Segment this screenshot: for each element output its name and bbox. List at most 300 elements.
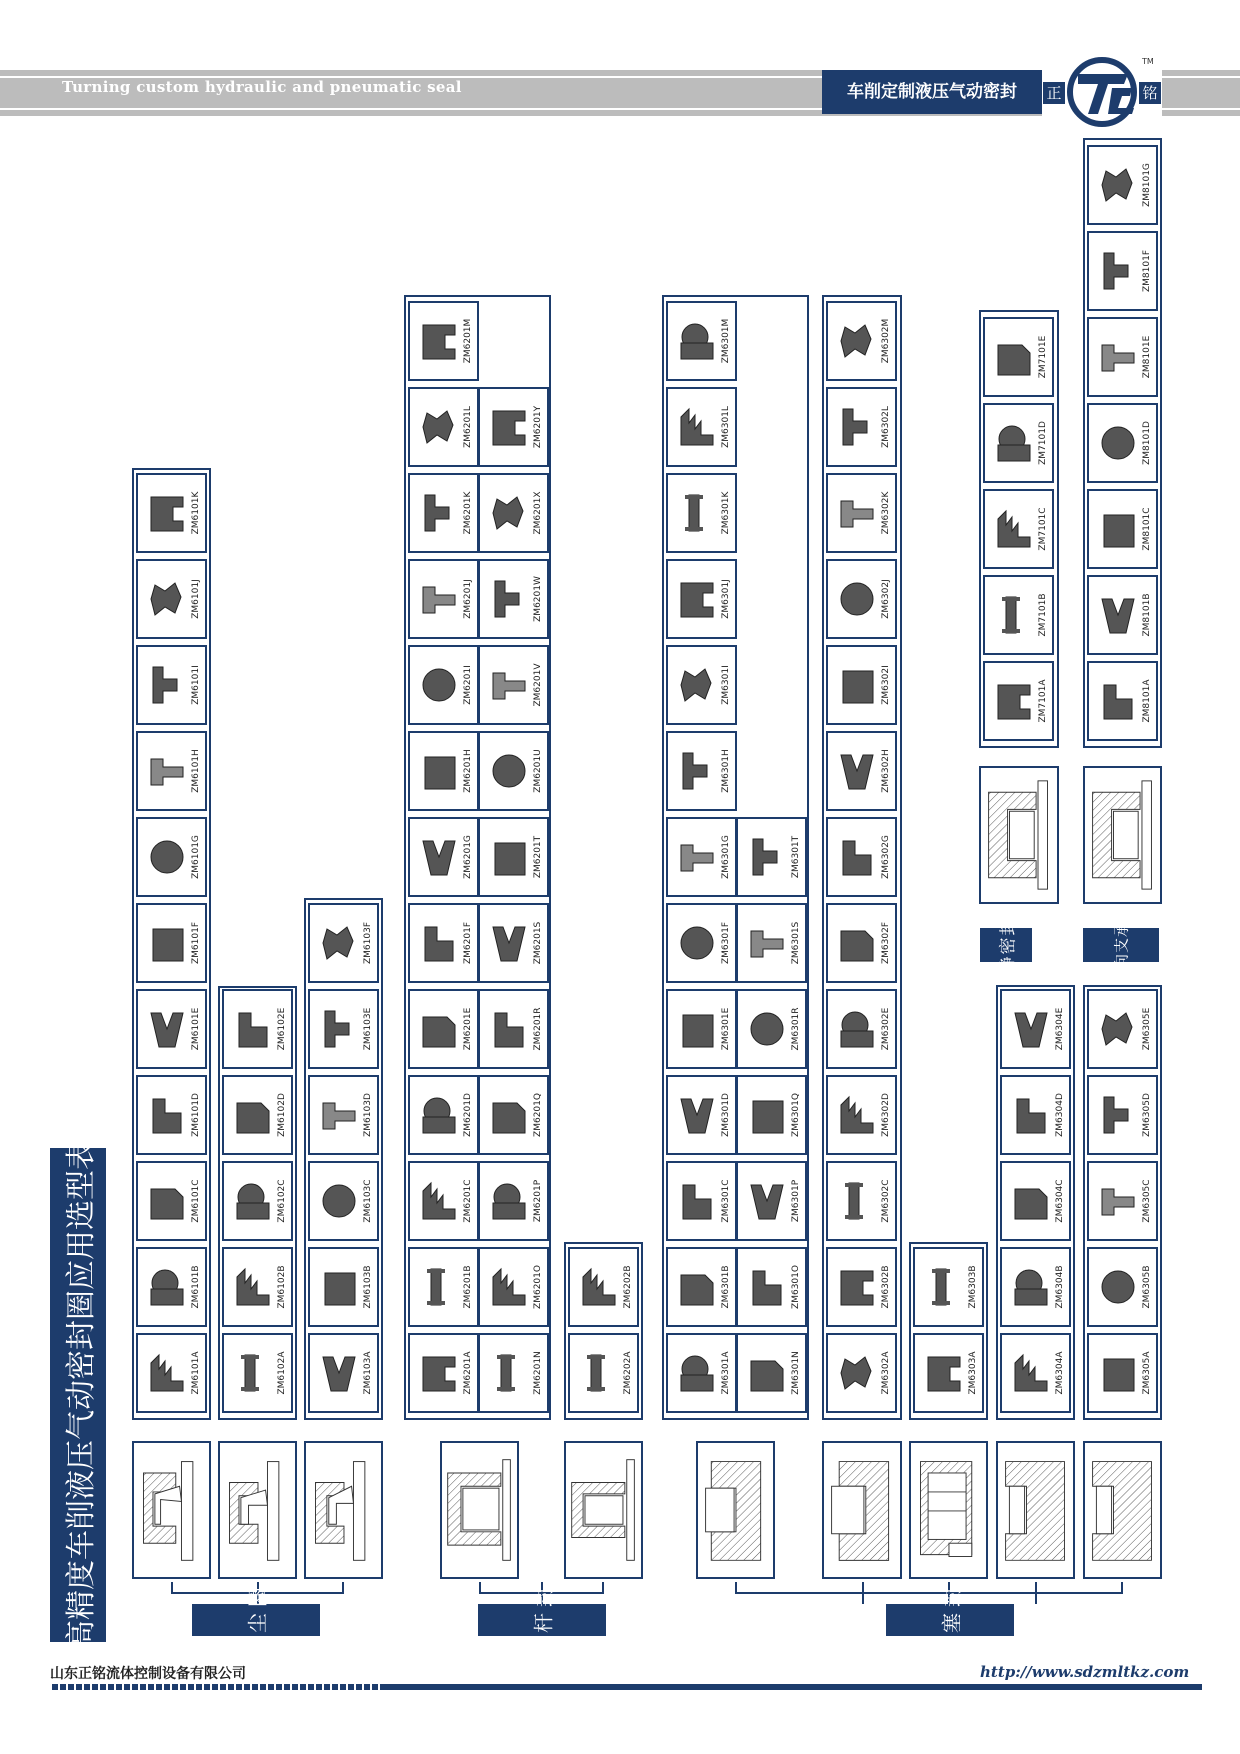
seal-profile-icon bbox=[1096, 163, 1140, 207]
seal-cell-zm7101d[interactable] bbox=[983, 403, 1054, 483]
bracket-piston bbox=[735, 1582, 1123, 1594]
seal-cell-zm6303b[interactable] bbox=[913, 1247, 984, 1327]
seal-profile-icon bbox=[487, 405, 531, 449]
seal-cell-zm6202b[interactable] bbox=[568, 1247, 639, 1327]
company-logo bbox=[1042, 52, 1162, 128]
seal-code-label: ZM6101H bbox=[191, 749, 201, 793]
seal-profile-icon bbox=[745, 1093, 789, 1137]
seal-code-label: ZM7101C bbox=[1038, 507, 1048, 551]
seal-profile-icon bbox=[577, 1351, 621, 1395]
seal-code-label: ZM6301B bbox=[721, 1265, 731, 1309]
seal-cell-zm8101g[interactable] bbox=[1087, 145, 1158, 225]
chinese-title: 车削定制液压气动密封 bbox=[822, 70, 1042, 114]
seal-code-label: ZM6301O bbox=[791, 1265, 801, 1309]
seal-cell-zm6101i[interactable] bbox=[136, 645, 207, 725]
seal-code-label: ZM6201P bbox=[533, 1179, 543, 1223]
seal-profile-icon bbox=[417, 1351, 461, 1395]
seal-cell-zm6201c[interactable] bbox=[408, 1161, 479, 1241]
seal-cell-zm6305c[interactable] bbox=[1087, 1161, 1158, 1241]
seal-code-label: ZM6202B bbox=[623, 1265, 633, 1309]
seal-profile-icon bbox=[417, 1007, 461, 1051]
seal-cell-zm6301g[interactable] bbox=[666, 817, 737, 897]
seal-cell-zm6301l[interactable] bbox=[666, 387, 737, 467]
seal-cell-zm6101e[interactable] bbox=[136, 989, 207, 1069]
seal-cell-zm6201x[interactable] bbox=[478, 473, 549, 553]
install-diagram-rod-1 bbox=[440, 1441, 519, 1579]
seal-profile-icon bbox=[417, 1179, 461, 1223]
seal-cell-zm6302i[interactable] bbox=[826, 645, 897, 725]
seal-cell-zm6101h[interactable] bbox=[136, 731, 207, 811]
seal-code-label: ZM6201Q bbox=[533, 1093, 543, 1137]
seal-profile-icon bbox=[317, 1179, 361, 1223]
category-dust-text: 防尘圈 bbox=[245, 1581, 270, 1659]
seal-profile-icon bbox=[675, 835, 719, 879]
seal-cell-zm6102d[interactable] bbox=[222, 1075, 293, 1155]
seal-code-label: ZM8101G bbox=[1142, 163, 1152, 207]
seal-code-label: ZM6301F bbox=[721, 921, 731, 965]
seal-profile-icon bbox=[487, 1265, 531, 1309]
seal-profile-icon bbox=[417, 749, 461, 793]
seal-profile-icon bbox=[835, 663, 879, 707]
seal-code-label: ZM6301G bbox=[721, 835, 731, 879]
seal-cell-zm6304d[interactable] bbox=[1000, 1075, 1071, 1155]
seal-profile-icon bbox=[835, 921, 879, 965]
seal-cell-zm6304e[interactable] bbox=[1000, 989, 1071, 1069]
seal-code-label: ZM6301Q bbox=[791, 1093, 801, 1137]
seal-cell-zm6201q[interactable] bbox=[478, 1075, 549, 1155]
seal-code-label: ZM6103E bbox=[363, 1007, 373, 1051]
seal-profile-icon bbox=[417, 921, 461, 965]
seal-profile-icon bbox=[317, 1265, 361, 1309]
seal-profile-icon bbox=[145, 835, 189, 879]
seal-code-label: ZM6201H bbox=[463, 749, 473, 793]
seal-cell-zm6301r[interactable] bbox=[736, 989, 807, 1069]
seal-cell-zm6201t[interactable] bbox=[478, 817, 549, 897]
seal-code-label: ZM7101E bbox=[1038, 335, 1048, 379]
seal-cell-zm8101c[interactable] bbox=[1087, 489, 1158, 569]
seal-cell-zm6301n[interactable] bbox=[736, 1333, 807, 1413]
main-title-text: 高精度车削液压气动密封圈应用选型表 bbox=[64, 1140, 99, 1650]
seal-code-label: ZM6301J bbox=[721, 579, 731, 619]
seal-profile-icon bbox=[317, 1093, 361, 1137]
seal-profile-icon bbox=[487, 1351, 531, 1395]
seal-cell-zm6102e[interactable] bbox=[222, 989, 293, 1069]
seal-code-label: ZM6303B bbox=[968, 1265, 978, 1309]
seal-cell-zm6303a[interactable] bbox=[913, 1333, 984, 1413]
seal-code-label: ZM7101A bbox=[1038, 679, 1048, 723]
seal-profile-icon bbox=[231, 1093, 275, 1137]
company-name: 山东正铭流体控制设备有限公司 bbox=[50, 1666, 246, 1682]
seal-profile-icon bbox=[145, 1093, 189, 1137]
seal-code-label: ZM6301N bbox=[791, 1351, 801, 1395]
seal-code-label: ZM6101C bbox=[191, 1179, 201, 1223]
seal-code-label: ZM6101I bbox=[191, 665, 201, 705]
seal-profile-icon bbox=[1096, 421, 1140, 465]
seal-code-label: ZM6103A bbox=[363, 1351, 373, 1395]
main-title bbox=[50, 1140, 106, 1650]
seal-cell-zm6201i[interactable] bbox=[408, 645, 479, 725]
website-link[interactable]: http://www.sdzmltkz.com bbox=[980, 1663, 1190, 1681]
seal-profile-icon bbox=[417, 319, 461, 363]
seal-cell-zm6101c[interactable] bbox=[136, 1161, 207, 1241]
seal-code-label: ZM6304C bbox=[1055, 1179, 1065, 1223]
seal-profile-icon bbox=[835, 749, 879, 793]
seal-profile-icon bbox=[1009, 1265, 1053, 1309]
seal-cell-zm6302a[interactable] bbox=[826, 1333, 897, 1413]
seal-cell-zm6201e[interactable] bbox=[408, 989, 479, 1069]
seal-profile-icon bbox=[835, 1007, 879, 1051]
seal-cell-zm8101f[interactable] bbox=[1087, 231, 1158, 311]
seal-code-label: ZM8101D bbox=[1142, 421, 1152, 465]
seal-cell-zm8101b[interactable] bbox=[1087, 575, 1158, 655]
seal-code-label: ZM6201C bbox=[463, 1179, 473, 1223]
seal-cell-zm6301j[interactable] bbox=[666, 559, 737, 639]
seal-profile-icon bbox=[835, 491, 879, 535]
bracket-tick bbox=[862, 1582, 864, 1604]
seal-profile-icon bbox=[675, 491, 719, 535]
seal-cell-zm6201r[interactable] bbox=[478, 989, 549, 1069]
seal-code-label: ZM6201Y bbox=[533, 405, 543, 449]
seal-code-label: ZM6301P bbox=[791, 1179, 801, 1223]
seal-profile-icon bbox=[487, 491, 531, 535]
seal-profile-icon bbox=[145, 1007, 189, 1051]
seal-cell-zm6201a[interactable] bbox=[408, 1333, 479, 1413]
seal-profile-icon bbox=[417, 835, 461, 879]
seal-cell-zm6103e[interactable] bbox=[308, 989, 379, 1069]
seal-cell-zm6101f[interactable] bbox=[136, 903, 207, 983]
seal-code-label: ZM6301E bbox=[721, 1007, 731, 1051]
bracket-tick bbox=[1035, 1582, 1037, 1604]
install-diagram-rod-2 bbox=[564, 1441, 643, 1579]
seal-profile-icon bbox=[1096, 1351, 1140, 1395]
seal-cell-zm6301d[interactable] bbox=[666, 1075, 737, 1155]
seal-profile-icon bbox=[1096, 1093, 1140, 1137]
seal-profile-icon bbox=[231, 1007, 275, 1051]
seal-code-label: ZM6302F bbox=[881, 921, 891, 965]
seal-profile-icon bbox=[835, 835, 879, 879]
seal-cell-zm6101g[interactable] bbox=[136, 817, 207, 897]
seal-cell-zm6201l[interactable] bbox=[408, 387, 479, 467]
seal-code-label: ZM6304B bbox=[1055, 1265, 1065, 1309]
seal-cell-zm6301m[interactable] bbox=[666, 301, 737, 381]
seal-profile-icon bbox=[745, 1265, 789, 1309]
seal-profile-icon bbox=[231, 1265, 275, 1309]
seal-profile-icon bbox=[1009, 1179, 1053, 1223]
seal-profile-icon bbox=[835, 1179, 879, 1223]
seal-cell-zm6305e[interactable] bbox=[1087, 989, 1158, 1069]
seal-code-label: ZM6301I bbox=[721, 665, 731, 705]
seal-cell-zm6201j[interactable] bbox=[408, 559, 479, 639]
seal-code-label: ZM6201N bbox=[533, 1351, 543, 1395]
footer-solid-bar bbox=[380, 1684, 1202, 1690]
seal-profile-icon bbox=[417, 405, 461, 449]
seal-profile-icon bbox=[487, 921, 531, 965]
seal-profile-icon bbox=[992, 335, 1036, 379]
seal-cell-zm6302g[interactable] bbox=[826, 817, 897, 897]
seal-profile-icon bbox=[675, 577, 719, 621]
install-diagram-piston-2 bbox=[822, 1441, 902, 1579]
seal-code-label: ZM6201D bbox=[463, 1093, 473, 1137]
seal-code-label: ZM6102C bbox=[277, 1179, 287, 1223]
seal-profile-icon bbox=[835, 577, 879, 621]
seal-profile-icon bbox=[745, 921, 789, 965]
seal-profile-icon bbox=[487, 1007, 531, 1051]
seal-cell-zm6301s[interactable] bbox=[736, 903, 807, 983]
seal-cell-zm6302f[interactable] bbox=[826, 903, 897, 983]
seal-code-label: ZM6301H bbox=[721, 749, 731, 793]
seal-code-label: ZM6201B bbox=[463, 1265, 473, 1309]
seal-profile-icon bbox=[487, 663, 531, 707]
seal-code-label: ZM6301S bbox=[791, 921, 801, 965]
seal-code-label: ZM6304A bbox=[1055, 1351, 1065, 1395]
seal-code-label: ZM6201O bbox=[533, 1265, 543, 1309]
seal-profile-icon bbox=[145, 921, 189, 965]
seal-profile-icon bbox=[1009, 1093, 1053, 1137]
seal-profile-icon bbox=[145, 1265, 189, 1309]
seal-cell-zm6301q[interactable] bbox=[736, 1075, 807, 1155]
seal-code-label: ZM6103D bbox=[363, 1093, 373, 1137]
install-diagram-piston-1 bbox=[696, 1441, 775, 1579]
seal-profile-icon bbox=[675, 1265, 719, 1309]
seal-profile-icon bbox=[145, 749, 189, 793]
seal-code-label: ZM6201F bbox=[463, 921, 473, 965]
seal-profile-icon bbox=[992, 593, 1036, 637]
seal-code-label: ZM6101A bbox=[191, 1351, 201, 1395]
seal-code-label: ZM6201L bbox=[463, 406, 473, 448]
logo-char-left: 正 bbox=[1046, 84, 1062, 102]
seal-profile-icon bbox=[487, 749, 531, 793]
seal-cell-zm6301i[interactable] bbox=[666, 645, 737, 725]
seal-code-label: ZM6101F bbox=[191, 921, 201, 965]
seal-cell-zm7101a[interactable] bbox=[983, 661, 1054, 741]
seal-profile-icon bbox=[992, 421, 1036, 465]
seal-profile-icon bbox=[835, 405, 879, 449]
seal-cell-zm8101a[interactable] bbox=[1087, 661, 1158, 741]
seal-cell-zm6304c[interactable] bbox=[1000, 1161, 1071, 1241]
seal-cell-zm6103d[interactable] bbox=[308, 1075, 379, 1155]
seal-code-label: ZM6201A bbox=[463, 1351, 473, 1395]
seal-cell-zm6301a[interactable] bbox=[666, 1333, 737, 1413]
seal-cell-zm6301k[interactable] bbox=[666, 473, 737, 553]
seal-profile-icon bbox=[1096, 249, 1140, 293]
category-rod-text: 拉杆封 bbox=[531, 1581, 556, 1659]
seal-profile-icon bbox=[1096, 1265, 1140, 1309]
seal-code-label: ZM6102B bbox=[277, 1265, 287, 1309]
seal-cell-zm6201k[interactable] bbox=[408, 473, 479, 553]
seal-profile-icon bbox=[317, 1351, 361, 1395]
seal-code-label: ZM6303A bbox=[968, 1351, 978, 1395]
seal-profile-icon bbox=[1096, 1179, 1140, 1223]
install-diagram-dust-1 bbox=[132, 1441, 211, 1579]
seal-profile-icon bbox=[145, 491, 189, 535]
seal-profile-icon bbox=[145, 663, 189, 707]
seal-code-label: ZM6301L bbox=[721, 406, 731, 448]
seal-code-label: ZM6302D bbox=[881, 1093, 891, 1137]
seal-code-label: ZM6101K bbox=[191, 491, 201, 535]
seal-profile-icon bbox=[487, 1093, 531, 1137]
seal-profile-icon bbox=[835, 1265, 879, 1309]
seal-cell-zm6302j[interactable] bbox=[826, 559, 897, 639]
seal-cell-zm6302l[interactable] bbox=[826, 387, 897, 467]
seal-code-label: ZM6103C bbox=[363, 1179, 373, 1223]
seal-profile-icon bbox=[1009, 1007, 1053, 1051]
seal-cell-zm6301p[interactable] bbox=[736, 1161, 807, 1241]
seal-cell-zm6101k[interactable] bbox=[136, 473, 207, 553]
seal-profile-icon bbox=[417, 491, 461, 535]
seal-code-label: ZM6302L bbox=[881, 406, 891, 448]
install-diagram-guide bbox=[1083, 766, 1162, 904]
seal-code-label: ZM6202A bbox=[623, 1351, 633, 1395]
seal-code-label: ZM6201T bbox=[533, 835, 543, 879]
seal-profile-icon bbox=[417, 1093, 461, 1137]
seal-code-label: ZM6101G bbox=[191, 835, 201, 879]
seal-code-label: ZM6201W bbox=[533, 576, 543, 622]
category-guide bbox=[1083, 904, 1159, 986]
seal-cell-zm6305a[interactable] bbox=[1087, 1333, 1158, 1413]
seal-cell-zm6302m[interactable] bbox=[826, 301, 897, 381]
seal-cell-zm6304a[interactable] bbox=[1000, 1333, 1071, 1413]
seal-code-label: ZM6302A bbox=[881, 1351, 891, 1395]
seal-cell-zm6201o[interactable] bbox=[478, 1247, 549, 1327]
seal-code-label: ZM6201M bbox=[463, 318, 473, 364]
seal-cell-zm6201s[interactable] bbox=[478, 903, 549, 983]
seal-profile-icon bbox=[417, 577, 461, 621]
seal-cell-zm6101d[interactable] bbox=[136, 1075, 207, 1155]
seal-profile-icon bbox=[675, 319, 719, 363]
seal-profile-icon bbox=[745, 835, 789, 879]
seal-code-label: ZM6301K bbox=[721, 491, 731, 535]
seal-cell-zm6102b[interactable] bbox=[222, 1247, 293, 1327]
seal-profile-icon bbox=[1096, 679, 1140, 723]
seal-cell-zm6305d[interactable] bbox=[1087, 1075, 1158, 1155]
seal-profile-icon bbox=[992, 507, 1036, 551]
seal-profile-icon bbox=[487, 577, 531, 621]
install-diagram-dust-3 bbox=[304, 1441, 383, 1579]
seal-cell-zm6201h[interactable] bbox=[408, 731, 479, 811]
seal-cell-zm6302c[interactable] bbox=[826, 1161, 897, 1241]
seal-code-label: ZM6301R bbox=[791, 1007, 801, 1051]
seal-cell-zm6302k[interactable] bbox=[826, 473, 897, 553]
seal-code-label: ZM6201I bbox=[463, 665, 473, 705]
category-static bbox=[980, 916, 1032, 974]
seal-cell-zm6302b[interactable] bbox=[826, 1247, 897, 1327]
seal-cell-zm6201b[interactable] bbox=[408, 1247, 479, 1327]
seal-cell-zm6101b[interactable] bbox=[136, 1247, 207, 1327]
seal-cell-zm8101e[interactable] bbox=[1087, 317, 1158, 397]
seal-cell-zm8101d[interactable] bbox=[1087, 403, 1158, 483]
seal-profile-icon bbox=[1009, 1351, 1053, 1395]
seal-profile-icon bbox=[675, 405, 719, 449]
seal-cell-zm6301c[interactable] bbox=[666, 1161, 737, 1241]
seal-profile-icon bbox=[675, 921, 719, 965]
seal-profile-icon bbox=[835, 319, 879, 363]
install-diagram-piston-4 bbox=[996, 1441, 1075, 1579]
seal-cell-zm6301b[interactable] bbox=[666, 1247, 737, 1327]
seal-code-label: ZM6201U bbox=[533, 749, 543, 793]
seal-cell-zm6301h[interactable] bbox=[666, 731, 737, 811]
seal-code-label: ZM6302E bbox=[881, 1007, 891, 1051]
seal-code-label: ZM6301D bbox=[721, 1093, 731, 1137]
category-piston bbox=[886, 1581, 1014, 1659]
seal-code-label: ZM7101B bbox=[1038, 593, 1048, 637]
seal-cell-zm6101j[interactable] bbox=[136, 559, 207, 639]
seal-cell-zm6304b[interactable] bbox=[1000, 1247, 1071, 1327]
seal-profile-icon bbox=[675, 1007, 719, 1051]
seal-profile-icon bbox=[922, 1351, 966, 1395]
seal-code-label: ZM6103F bbox=[363, 921, 373, 965]
seal-cell-zm6302e[interactable] bbox=[826, 989, 897, 1069]
seal-cell-zm6101a[interactable] bbox=[136, 1333, 207, 1413]
seal-cell-zm6201w[interactable] bbox=[478, 559, 549, 639]
seal-code-label: ZM6302K bbox=[881, 491, 891, 535]
seal-cell-zm6201m[interactable] bbox=[408, 301, 479, 381]
seal-profile-icon bbox=[1096, 1007, 1140, 1051]
seal-code-label: ZM6305B bbox=[1142, 1265, 1152, 1309]
seal-cell-zm7101c[interactable] bbox=[983, 489, 1054, 569]
seal-cell-zm6102a[interactable] bbox=[222, 1333, 293, 1413]
seal-cell-zm6201p[interactable] bbox=[478, 1161, 549, 1241]
seal-profile-icon bbox=[487, 1179, 531, 1223]
seal-code-label: ZM6201J bbox=[463, 579, 473, 619]
category-dust bbox=[192, 1581, 320, 1659]
seal-cell-zm6103c[interactable] bbox=[308, 1161, 379, 1241]
seal-code-label: ZM6102A bbox=[277, 1351, 287, 1395]
seal-cell-zm6302h[interactable] bbox=[826, 731, 897, 811]
seal-code-label: ZM6101E bbox=[191, 1007, 201, 1051]
seal-cell-zm6102c[interactable] bbox=[222, 1161, 293, 1241]
seal-cell-zm6201u[interactable] bbox=[478, 731, 549, 811]
category-guide-text: 导向支承环 bbox=[1112, 904, 1131, 986]
seal-cell-zm6301e[interactable] bbox=[666, 989, 737, 1069]
seal-cell-zm6103f[interactable] bbox=[308, 903, 379, 983]
seal-profile-icon bbox=[145, 1351, 189, 1395]
category-static-text: 静密封 bbox=[998, 916, 1019, 974]
seal-code-label: ZM6102E bbox=[277, 1007, 287, 1051]
seal-profile-icon bbox=[745, 1351, 789, 1395]
seal-code-label: ZM6201R bbox=[533, 1007, 543, 1051]
seal-cell-zm6103a[interactable] bbox=[308, 1333, 379, 1413]
seal-cell-zm6103b[interactable] bbox=[308, 1247, 379, 1327]
seal-profile-icon bbox=[675, 749, 719, 793]
seal-profile-icon bbox=[1096, 507, 1140, 551]
install-diagram-piston-5 bbox=[1083, 1441, 1162, 1579]
seal-cell-zm6201f[interactable] bbox=[408, 903, 479, 983]
seal-profile-icon bbox=[231, 1351, 275, 1395]
seal-profile-icon bbox=[577, 1265, 621, 1309]
seal-code-label: ZM6302M bbox=[881, 318, 891, 364]
seal-code-label: ZM6302J bbox=[881, 579, 891, 619]
install-diagram-piston-3 bbox=[909, 1441, 988, 1579]
seal-cell-zm6201d[interactable] bbox=[408, 1075, 479, 1155]
seal-cell-zm6302d[interactable] bbox=[826, 1075, 897, 1155]
seal-code-label: ZM6305C bbox=[1142, 1179, 1152, 1223]
seal-cell-zm6305b[interactable] bbox=[1087, 1247, 1158, 1327]
seal-cell-zm6301o[interactable] bbox=[736, 1247, 807, 1327]
seal-cell-zm6301t[interactable] bbox=[736, 817, 807, 897]
seal-cell-zm6201y[interactable] bbox=[478, 387, 549, 467]
seal-profile-icon bbox=[675, 1351, 719, 1395]
seal-cell-zm6201v[interactable] bbox=[478, 645, 549, 725]
seal-cell-zm6201g[interactable] bbox=[408, 817, 479, 897]
seal-code-label: ZM6103B bbox=[363, 1265, 373, 1309]
seal-cell-zm7101b[interactable] bbox=[983, 575, 1054, 655]
seal-cell-zm6201n[interactable] bbox=[478, 1333, 549, 1413]
seal-cell-zm6301f[interactable] bbox=[666, 903, 737, 983]
seal-code-label: ZM6201S bbox=[533, 921, 543, 965]
seal-code-label: ZM6201K bbox=[463, 491, 473, 535]
seal-cell-zm6202a[interactable] bbox=[568, 1333, 639, 1413]
seal-cell-zm7101e[interactable] bbox=[983, 317, 1054, 397]
